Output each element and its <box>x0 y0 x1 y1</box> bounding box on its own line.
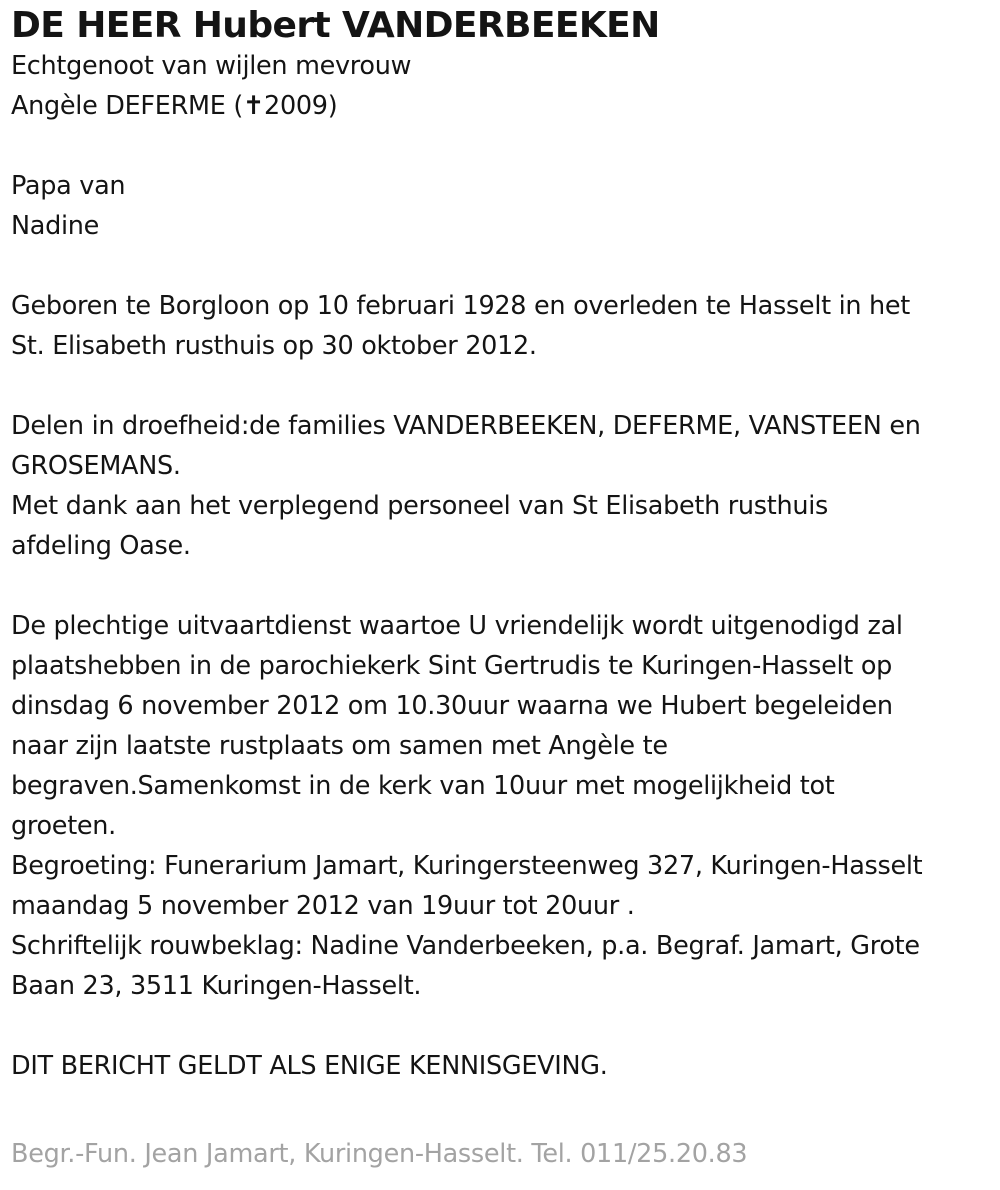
visitation-line: Begroeting: Funerarium Jamart, Kuringersteenweg 327, Kuringen-Hasselt <box>11 851 923 881</box>
family-section <box>11 406 991 566</box>
condolence-line: Schriftelijk rouwbeklag: Nadine Vanderbeeken, p.a. Begraf. Jamart, Grote <box>11 931 920 961</box>
service-line: groeten. <box>11 811 116 841</box>
birth-death-section <box>11 286 991 366</box>
birth-death-line: St. Elisabeth rusthuis op 30 oktober 2012. <box>11 331 537 361</box>
notice-title: DE HEER Hubert VANDERBEEKEN <box>11 5 660 46</box>
paragraph-gap <box>11 246 991 286</box>
service-line: begraven.Samenkomst in de kerk van 10uur met mogelijkheid tot <box>11 771 835 801</box>
visitation-line: maandag 5 november 2012 van 19uur tot 20uur . <box>11 891 635 921</box>
funeral-home-footer: Begr.-Fun. Jean Jamart, Kuringen-Hasselt. Tel. 011/25.20.83 <box>11 1139 748 1169</box>
paragraph-gap <box>11 566 991 606</box>
service-line: De plechtige uitvaartdienst waartoe U vriendelijk wordt uitgenodigd zal <box>11 611 903 641</box>
paragraph-gap <box>11 366 991 406</box>
spouse-line: Echtgenoot van wijlen mevrouw <box>11 51 412 81</box>
thanks-line: Met dank aan het verplegend personeel van St Elisabeth rusthuis <box>11 491 828 521</box>
family-line: GROSEMANS. <box>11 451 181 481</box>
notice-body <box>11 46 991 1086</box>
death-notice <box>11 0 991 1086</box>
service-line: dinsdag 6 november 2012 om 10.30uur waarna we Hubert begeleiden <box>11 691 893 721</box>
children-intro: Papa van <box>11 171 126 201</box>
service-line: naar zijn laatste rustplaats om samen met Angèle te <box>11 731 668 761</box>
family-line: Delen in droefheid:de families VANDERBEEKEN, DEFERME, VANSTEEN en <box>11 411 921 441</box>
paragraph-gap <box>11 126 991 166</box>
birth-death-line: Geboren te Borgloon op 10 februari 1928 en overleden te Hasselt in het <box>11 291 911 321</box>
closing-statement: DIT BERICHT GELDT ALS ENIGE KENNISGEVING. <box>11 1051 608 1081</box>
thanks-line: afdeling Oase. <box>11 531 191 561</box>
paragraph-gap <box>11 1006 991 1046</box>
condolence-line: Baan 23, 3511 Kuringen-Hasselt. <box>11 971 422 1001</box>
child-name: Nadine <box>11 211 100 241</box>
spouse-name-line: Angèle DEFERME (✝2009) <box>11 91 338 121</box>
service-section <box>11 606 991 1006</box>
service-line: plaatshebben in de parochiekerk Sint Gertrudis te Kuringen-Hasselt op <box>11 651 893 681</box>
children-section <box>11 166 991 246</box>
spouse-section <box>11 46 991 126</box>
